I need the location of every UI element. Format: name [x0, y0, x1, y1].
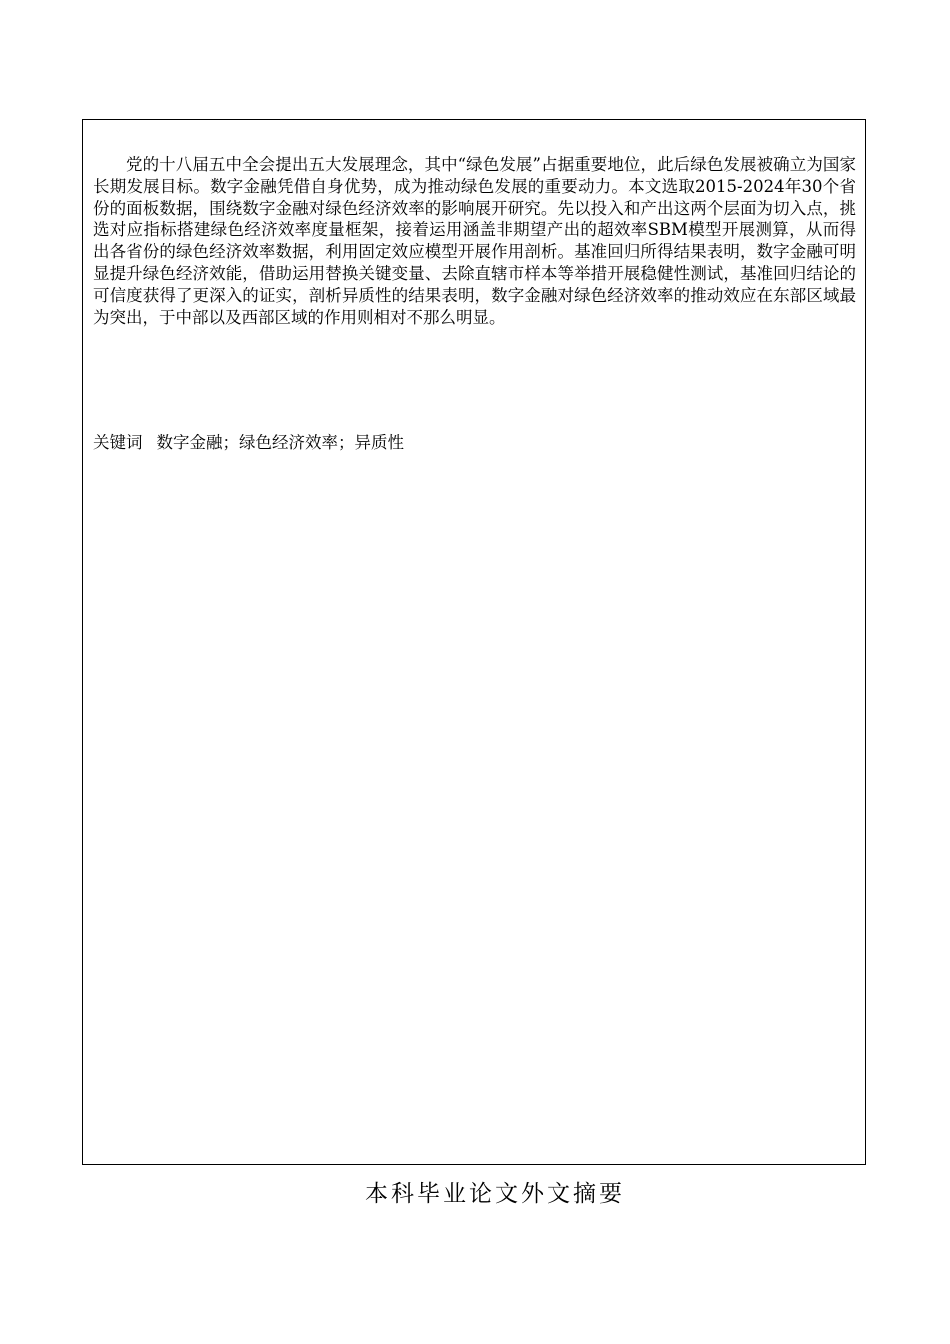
- abstract-paragraph: 党的十八届五中全会提出五大发展理念，其中“绿色发展”占据重要地位，此后绿色发展被确立为国家长期发展目标。数字金融凭借自身优势，成为推动绿色发展的重要动力。本文选取2015-2024年30个省份的面板数据，围绕数字金融对绿色经济效率的影响展开研究。先以投入和产出这两个层面为切入点，挑选对应指标搭建绿色经济效率度量框架，接着运用涵盖非期望产出的超效率SBM模型开展测算，从而得出各省份的绿色经济效率数据，利用固定效应模型开展作用剖析。基准回归所得结果表明，数字金融可明显提升绿色经济效能，借助运用替换关键变量、去除直辖市样本等举措开展稳健性测试，基准回归结论的可信度获得了更深入的证实，剖析异质性的结果表明，数字金融对绿色经济效率的推动效应在东部区域最为突出，于中部以及西部区域的作用则相对不那么明显。: [93, 155, 856, 327]
- abstract-frame: [82, 119, 866, 1165]
- keywords-line: [93, 432, 853, 454]
- keywords-label: 关键词: [93, 433, 143, 452]
- foreign-abstract-title: 本科毕业论文外文摘要: [365, 1181, 625, 1207]
- keywords-value: 数字金融；绿色经济效率；异质性: [156, 433, 404, 452]
